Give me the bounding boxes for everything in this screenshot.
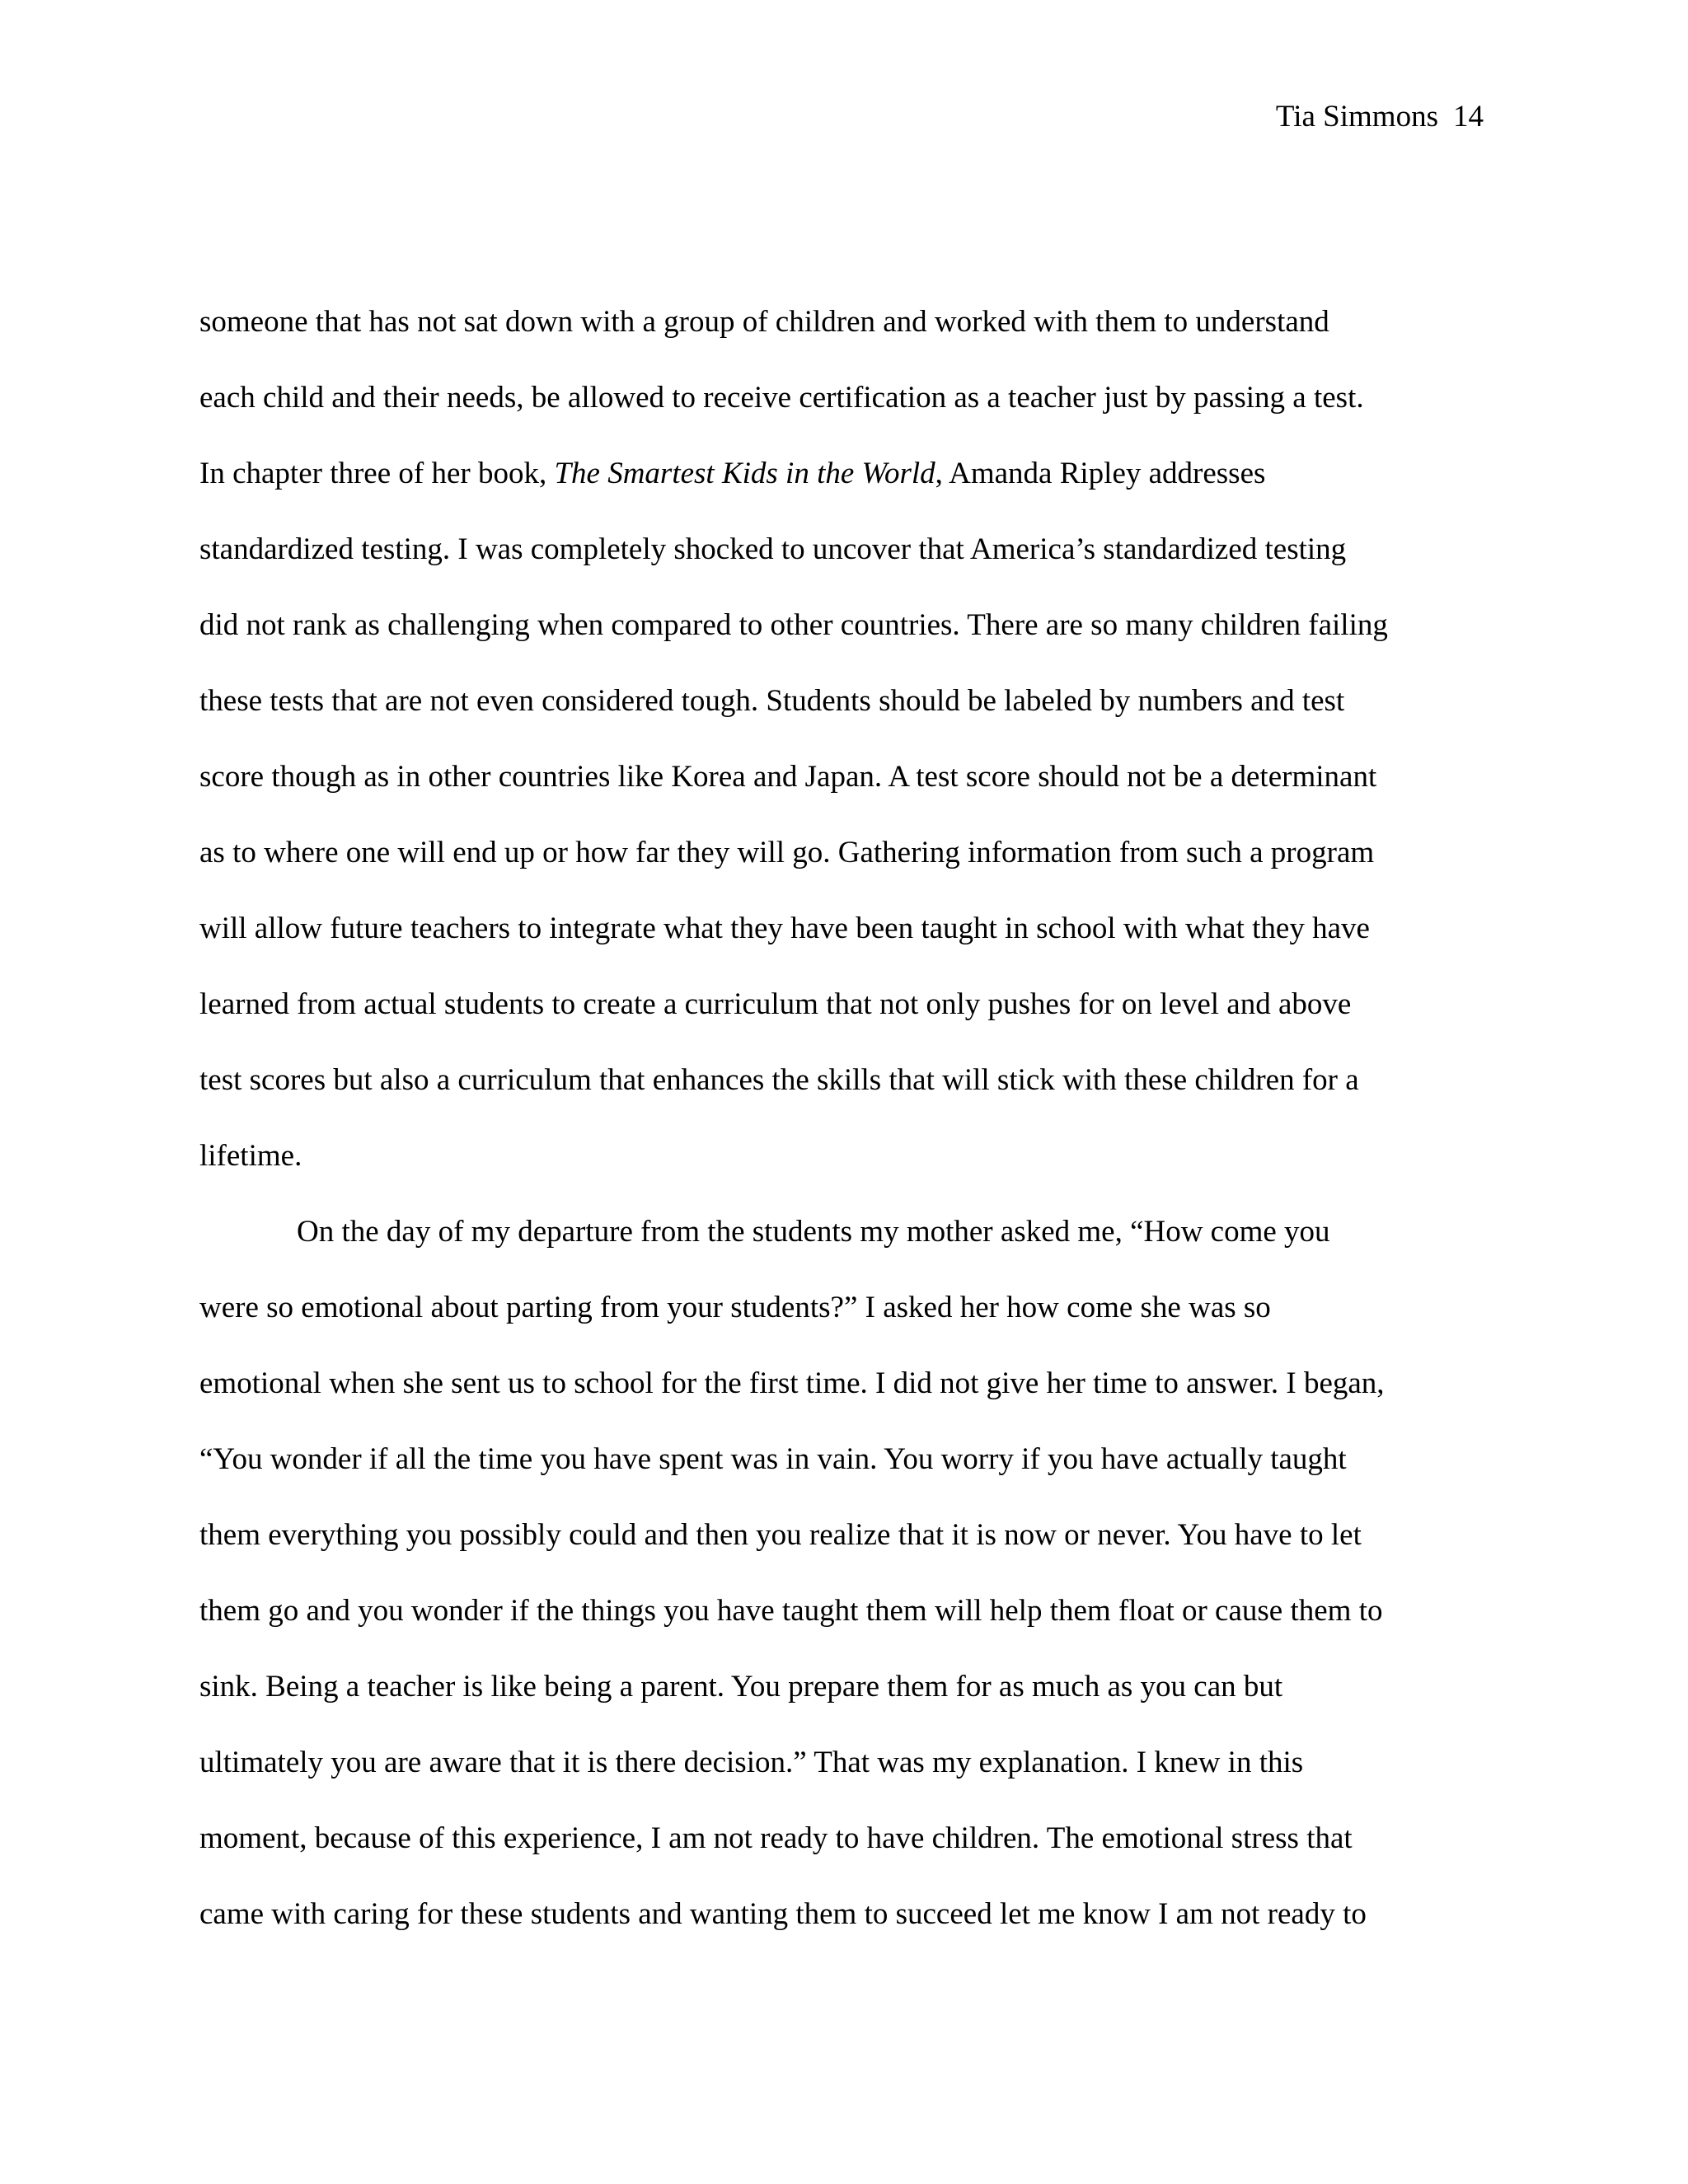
book-title: The Smartest Kids in the World	[554, 457, 935, 490]
text-line: each child and their needs, be allowed to receive certification as a teacher just by passing a test.	[199, 381, 1364, 415]
text-line: ultimately you are aware that it is there decision.” That was my explanation. I knew in this	[199, 1746, 1304, 1779]
paragraph-first-line: On the day of my departure from the students my mother asked me, “How come you	[297, 1215, 1330, 1249]
text-line: emotional when she sent us to school for the first time. I did not give her time to answer. I began,	[199, 1366, 1385, 1400]
text-line: score though as in other countries like Korea and Japan. A test score should not be a determinant	[199, 760, 1377, 794]
text-line: sink. Being a teacher is like being a parent. You prepare them for as much as you can but	[199, 1670, 1283, 1704]
text-line: moment, because of this experience, I am not ready to have children. The emotional stress that	[199, 1821, 1353, 1855]
text-line: as to where one will end up or how far they will go. Gathering information from such a program	[199, 836, 1375, 869]
text-line: them everything you possibly could and then you realize that it is now or never. You have to let	[199, 1518, 1362, 1552]
text-line: were so emotional about parting from your students?” I asked her how come she was so	[199, 1291, 1271, 1324]
text-line: lifetime.	[199, 1139, 302, 1173]
body-text	[199, 298, 1492, 1966]
text-line: will allow future teachers to integrate what they have been taught in school with what they have	[199, 912, 1370, 945]
text-line: someone that has not sat down with a group of children and worked with them to understand	[199, 305, 1329, 339]
text-line: came with caring for these students and wanting them to succeed let me know I am not ready to	[199, 1897, 1367, 1931]
text-line: them go and you wonder if the things you have taught them will help them float or cause them to	[199, 1594, 1383, 1628]
text-line	[199, 450, 1492, 526]
text-line: learned from actual students to create a curriculum that not only pushes for on level and above	[199, 987, 1352, 1021]
text-line: test scores but also a curriculum that enhances the skills that will stick with these children for a	[199, 1063, 1359, 1097]
header-author: Tia Simmons	[1275, 100, 1438, 134]
page-number: 14	[1453, 100, 1484, 134]
text-segment: , Amanda Ripley addresses	[935, 457, 1266, 490]
text-line: standardized testing. I was completely shocked to uncover that America’s standardized testing	[199, 532, 1347, 566]
text-line: “You wonder if all the time you have spent was in vain. You worry if you have actually taught	[199, 1442, 1347, 1476]
running-header	[1276, 96, 1484, 138]
text-line: did not rank as challenging when compared to other countries. There are so many children failing	[199, 608, 1388, 642]
text-line: these tests that are not even considered tough. Students should be labeled by numbers and test	[199, 684, 1345, 718]
text-segment: In chapter three of her book,	[199, 457, 555, 490]
